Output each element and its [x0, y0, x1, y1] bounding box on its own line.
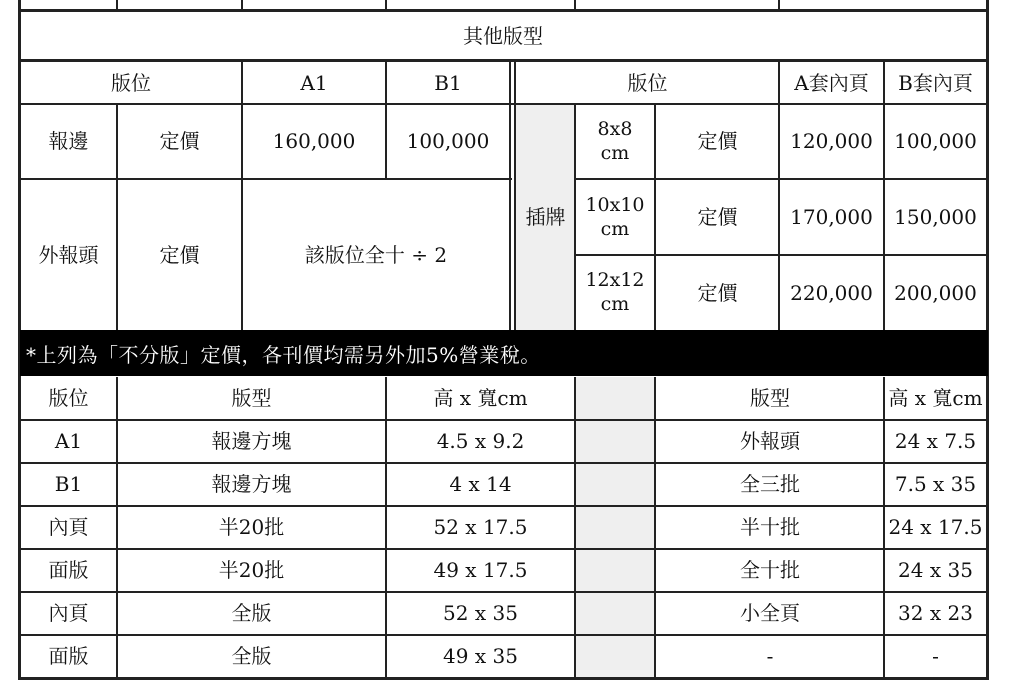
- bottom-header-type: 版型: [231, 385, 272, 410]
- insert-b-price: 100,000: [894, 129, 977, 153]
- insert-size: 12x12 cm: [585, 269, 645, 315]
- table-cell-size: 52 x 17.5: [433, 515, 528, 539]
- bottom-header-size: 高 x 寬cm: [433, 385, 528, 410]
- insert-a-price: 120,000: [790, 129, 873, 153]
- header-b1: B1: [434, 70, 462, 95]
- insert-group-label: 插牌: [525, 204, 566, 229]
- table-cell-type-2: 全十批: [740, 558, 800, 582]
- table-cell-size: 52 x 35: [443, 601, 518, 625]
- row-b1-price: 100,000: [406, 129, 490, 153]
- table-cell-type: 半20批: [218, 515, 285, 539]
- table-cell-position: 內頁: [48, 515, 89, 539]
- table-cell-type: 全版: [231, 644, 272, 668]
- row-position: 報邊: [48, 129, 89, 153]
- insert-b-price: 150,000: [894, 205, 977, 229]
- table-cell-position: 面版: [48, 558, 89, 582]
- row-type: 定價: [159, 129, 200, 153]
- row-a1-price: 160,000: [272, 129, 356, 153]
- table-cell-type-2: 半十批: [740, 515, 800, 539]
- table-cell-position: B1: [54, 472, 83, 496]
- table-cell-type: 報邊方塊: [211, 472, 292, 496]
- table-cell-size-2: 7.5 x 35: [894, 472, 977, 496]
- table-cell-type-2: 外報頭: [740, 429, 800, 453]
- table-cell-size: 49 x 35: [443, 644, 518, 668]
- row-type: 定價: [159, 242, 200, 267]
- bottom-header-type-2: 版型: [750, 385, 790, 410]
- table-cell-position: A1: [54, 429, 83, 453]
- table-cell-size: 4.5 x 9.2: [436, 429, 525, 453]
- header-a1: A1: [300, 70, 328, 95]
- insert-size: 10x10 cm: [585, 193, 645, 240]
- header-position-left: 版位: [111, 70, 151, 95]
- header-a-inner: A套內頁: [794, 70, 869, 95]
- table-cell-size-2: 24 x 35: [898, 558, 973, 582]
- table-cell-size-2: 24 x 7.5: [894, 429, 977, 453]
- table-cell-size: 49 x 17.5: [433, 558, 528, 582]
- header-position-right: 版位: [627, 70, 668, 95]
- insert-size: 8x8 cm: [597, 117, 633, 164]
- tax-note: *上列為「不分版」定價，各刊價均需另外加5%營業稅。: [20, 330, 988, 376]
- table-cell-type: 半20批: [218, 558, 285, 582]
- table-cell-type-2: 全三批: [740, 472, 800, 496]
- table-cell-type-2: 小全頁: [740, 601, 800, 625]
- table-cell-position: 內頁: [48, 601, 89, 625]
- row-position: 外報頭: [38, 242, 99, 267]
- table-cell-size-2: 32 x 23: [898, 601, 973, 625]
- row-merged-price: 該版位全十 ÷ 2: [304, 242, 448, 267]
- section-title: 其他版型: [463, 23, 543, 48]
- table-cell-position: 面版: [48, 644, 89, 668]
- insert-type: 定價: [697, 129, 738, 153]
- table-cell-type: 全版: [231, 601, 272, 625]
- bottom-header-position: 版位: [48, 385, 89, 410]
- table-cell-size: 4 x 14: [449, 472, 512, 496]
- insert-a-price: 220,000: [790, 280, 873, 305]
- table-cell-size-2: -: [932, 644, 939, 668]
- insert-type: 定價: [697, 205, 738, 229]
- header-b-inner: B套內頁: [898, 70, 973, 95]
- insert-a-price: 170,000: [790, 205, 873, 229]
- table-cell-type-2: -: [766, 644, 774, 668]
- insert-b-price: 200,000: [894, 280, 977, 305]
- insert-type: 定價: [697, 280, 738, 305]
- table-cell-size-2: 24 x 17.5: [888, 515, 983, 539]
- bottom-header-size-2: 高 x 寬cm: [888, 385, 983, 410]
- table-cell-type: 報邊方塊: [211, 429, 292, 453]
